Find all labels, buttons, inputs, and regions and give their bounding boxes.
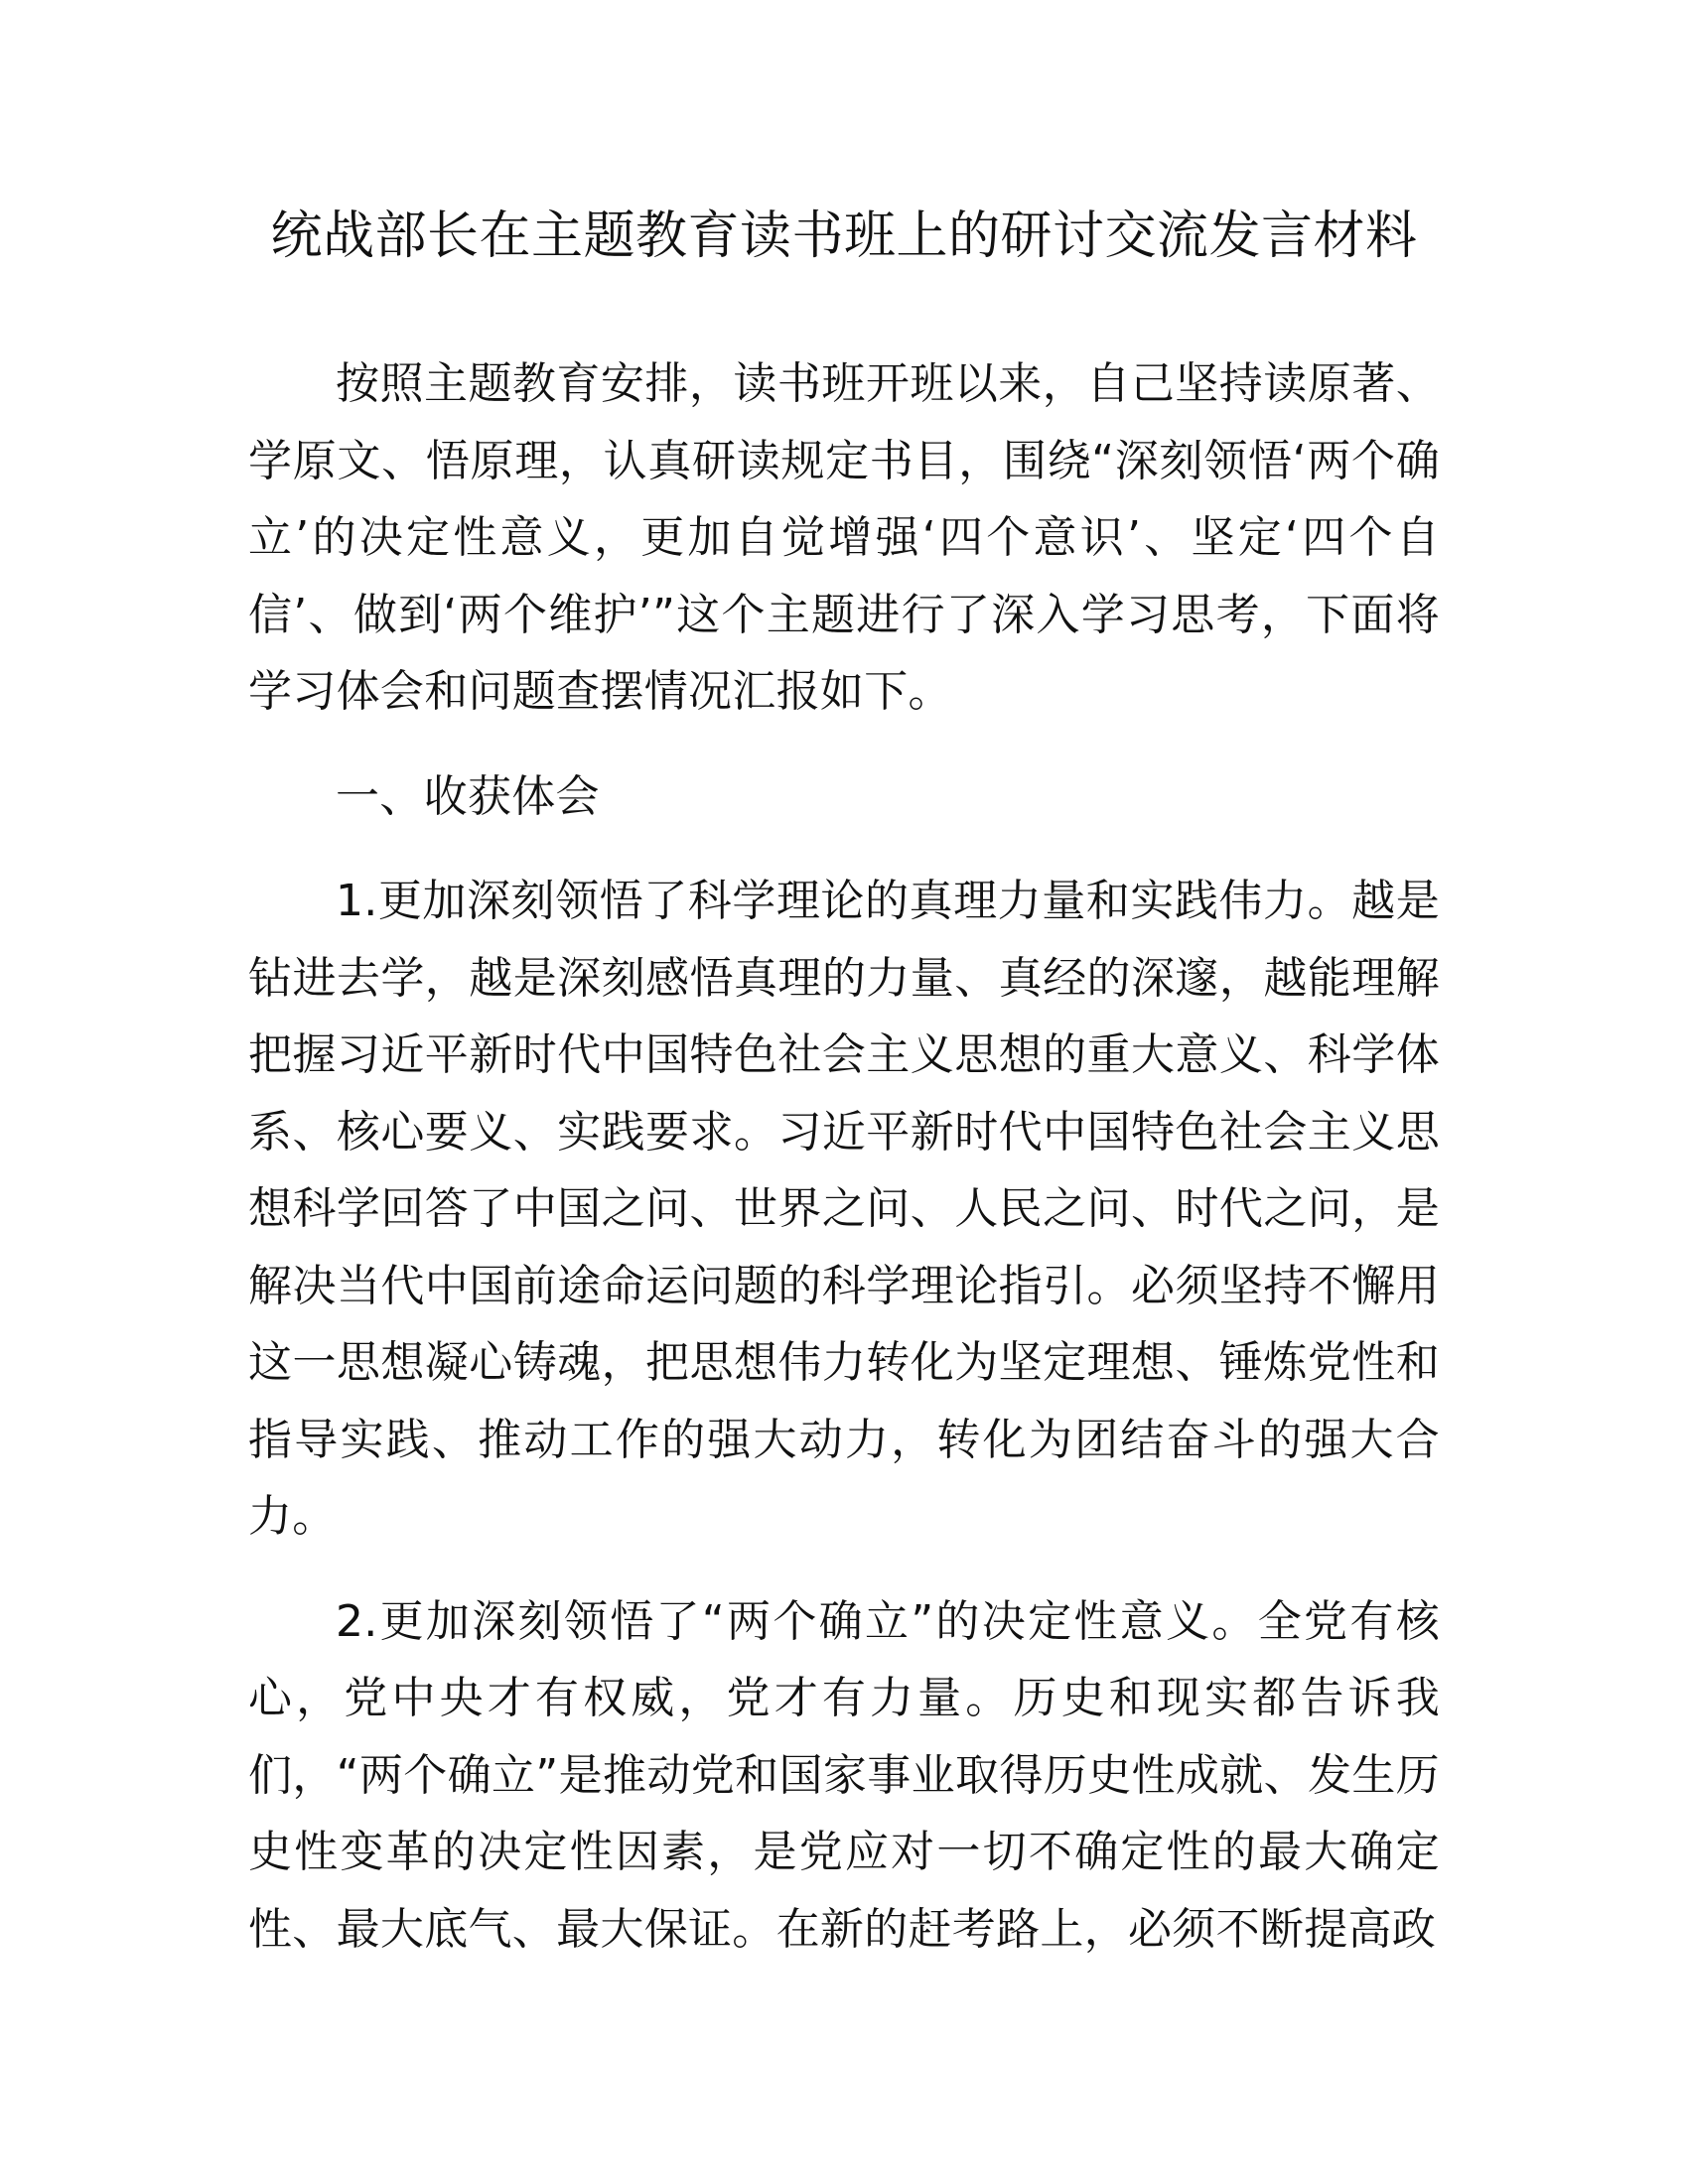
point-2-paragraph: 2.更加深刻领悟了“两个确立”的决定性意义。全党有核心，党中央才有权威，党才有力量。历史和现实都告诉我们，“两个确立”是推动党和国家事业取得历史性成就、发生历史性变革的决定性因素，是党应对一切不确定性的最大确定性、最大底气、最大保证。在新的赶考路上，必须不断提高政	[248, 1595, 1440, 1955]
section-heading-gains: 一、收获体会	[336, 770, 600, 822]
document-body	[248, 345, 1440, 1968]
document-title: 统战部长在主题教育读书班上的研讨交流发言材料	[270, 206, 1418, 266]
point-1-paragraph: 1.更加深刻领悟了科学理论的真理力量和实践伟力。越是钻进去学，越是深刻感悟真理的力量、真经的深邃，越能理解把握习近平新时代中国特色社会主义思想的重大意义、科学体系、核心要义、实践要求。习近平新时代中国特色社会主义思想科学回答了中国之问、世界之问、人民之问、时代之问，是解决当代中国前途命运问题的科学理论指引。必须坚持不懈用这一思想凝心铸魂，把思想伟力转化为坚定理想、锤炼党性和指导实践、推动工作的强大动力，转化为团结奋斗的强大合力。	[248, 876, 1440, 1542]
intro-paragraph: 按照主题教育安排，读书班开班以来，自己坚持读原著、学原文、悟原理，认真研读规定书目，围绕“深刻领悟‘两个确立’的决定性意义，更加自觉增强‘四个意识’、坚定‘四个自信’、做到‘两个维护’”这个主题进行了深入学习思考，下面将学习体会和问题查摆情况汇报如下。	[248, 358, 1440, 717]
